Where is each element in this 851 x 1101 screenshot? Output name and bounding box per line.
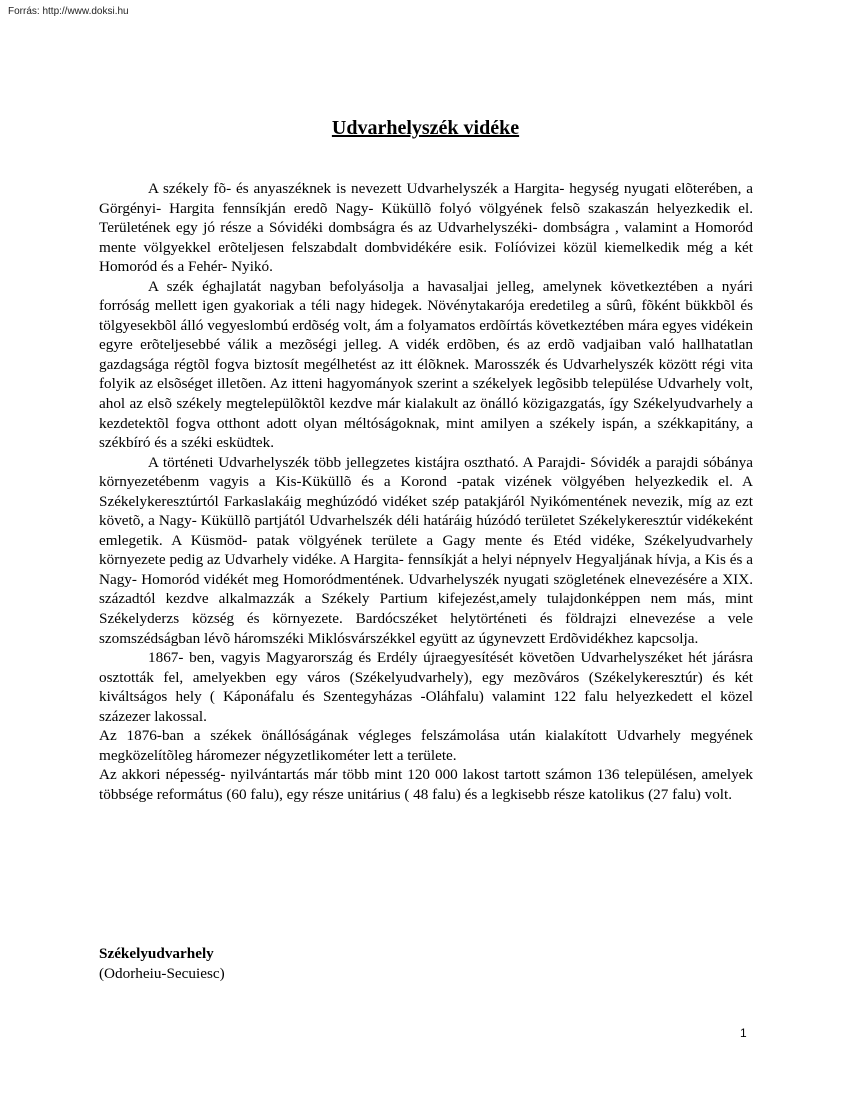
paragraph: Az akkori népesség- nyilvántartás már több mint 120 000 lakost tartott számon 136 településen, amelyek többsége református (60 falu), egy része unitárius ( 48 falu) és a legkisebb része katolikus (27 falu) volt. <box>99 766 753 803</box>
section-heading <box>99 944 225 983</box>
section-heading-name: Székelyudvarhely <box>99 945 214 962</box>
source-label: Forrás: http://www.doksi.hu <box>8 6 129 17</box>
page-title: Udvarhelyszék vidéke <box>331 117 520 139</box>
page-number: 1 <box>740 1026 747 1040</box>
paragraph: A székely fõ- és anyaszéknek is nevezett Udvarhelyszék a Hargita- hegység nyugati elõterében, a Görgényi- Hargita fennsíkján eredõ Nagy- Küküllõ folyó völgyének felsõ szakaszán helyezkedik el. Területének egy jó része a Sóvidéki dombságra és az Udvarhelyszéki- dombságra , valamint a Homoród mente völgyekkel erõteljesen felszabdalt dombvidékére esik. Folíóvizei közül kiemelkedik még a két Homoród és a Fehér- Nyikó. <box>99 180 753 276</box>
paragraph: A szék éghajlatát nagyban befolyásolja a havasaljai jelleg, amelynek következtében a nyári forróság mellett igen gyakoriak a téli nagy hidegek. Növénytakarója eredetileg a sûrû, fõként bükkbõl és tölgyesekbõl álló vegyeslombú erdõség volt, ám a folyamatos erdõírtás következtében mára egyes vidékein egyre erõteljesebbé válik a mezõségi jelleg. A vidék erdõben, és az erdõ vadjaiban való hallhatatlan gazdagsága régtõl fogva biztosít megélhetést az itt élõknek. Marosszék és Udvarhelyszék között régi vita folyik az elsõséget illetõen. Az itteni hagyományok szerint a székelyek legõsibb települése Udvarhely volt, ahol az elsõ székely megtelepülõktõl kezdve már kialakult az önálló közigazgatás, így Székelyudvarhely a kezdetektõl fogva otthont adott olyan méltóságoknak, mint amilyen a székely ispán, a székkapitány, a székbíró és a széki esküdtek. <box>99 277 753 452</box>
paragraph: Az 1876-ban a székek önállóságának végleges felszámolása után kialakított Udvarhely megyének megközelítõleg háromezer négyzetlikométer lett a területe. <box>99 727 753 764</box>
body-text <box>99 179 753 805</box>
paragraph: A történeti Udvarhelyszék több jellegzetes kistájra osztható. A Parajdi- Sóvidék a parajdi sóbánya környezetébenm vagyis a Kis-Küküllõ és a Korond -patak vizének völgyében helyezkedik el. A Székelykeresztúrtól Farkaslakáig meghúzódó vidéket szép patakjáról Nyikómentének nevezik, míg az ezt követõ, a Nagy- Küküllõ partjától Udvarhelszék déli határáig húzódó területet Székelykeresztúr vidékeként emlegetik. A Küsmöd- patak völgyének területe a Gagy mente és Etéd vidéke, Székelyudvarhely környezete pedig az Udvarhely vidéke. A Hargita- fennsíkját a helyi népnyelv Hegyaljának hívja, a Kis és a Nagy- Homoród vidékét meg Homoródmentének. Udvarhelyszék nyugati szögletének elnevezésére a XIX. századtól kezdve alkalmazzák a Székely Partium kifejezést,amely tulajdonképpen nem más, mint Székelyderzs község és környezete. Bardócszéket helytörténeti és földrajzi elnevezése a vele szomszédságban lévõ háromszéki Miklósvárszékkel együtt az úgynevzett Erdõvidékhez kapcsolja. <box>99 453 753 647</box>
section-heading-alt-name: (Odorheiu-Secuiesc) <box>99 964 225 982</box>
paragraph: 1867- ben, vagyis Magyarország és Erdély újraegyesítését követõen Udvarhelyszéket hét járásra osztották fel, amelyekben egy város (Székelyudvarhely), egy mezõváros (Székelykeresztúr) és két kiváltságos hely ( Káponáfalu és Szentegyházas -Oláhfalu) valamint 122 falu helyezkedett el közel százezer lakossal. <box>99 649 753 725</box>
